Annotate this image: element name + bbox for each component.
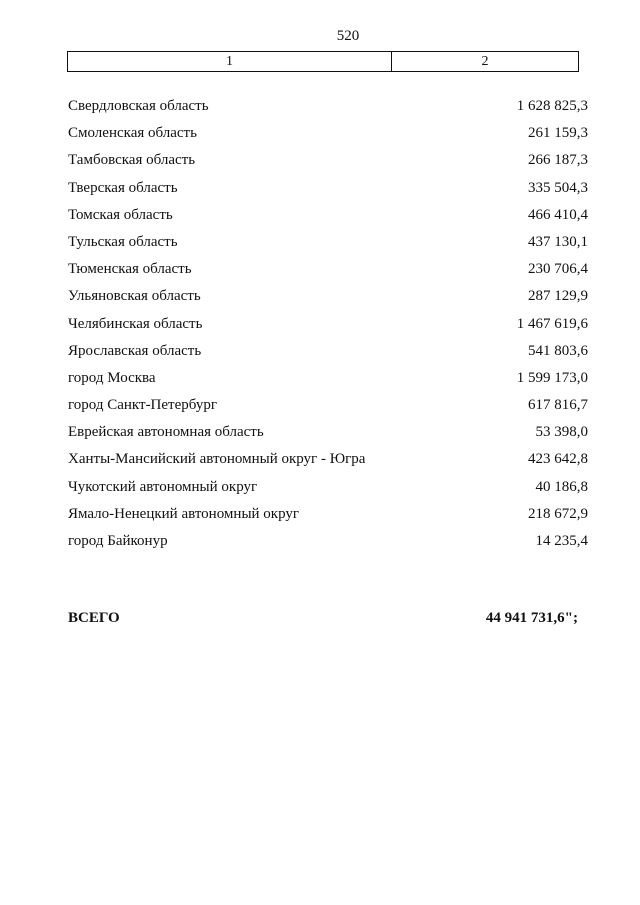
region-value: 261 159,3: [528, 125, 588, 142]
table-row: [68, 420, 588, 447]
region-value: 617 816,7: [528, 397, 588, 414]
region-value: 1 599 173,0: [516, 369, 588, 386]
region-value: 230 706,4: [528, 261, 588, 278]
region-name: Ярославская область: [68, 342, 202, 359]
total-label: ВСЕГО: [68, 610, 120, 626]
region-name: Тюменская область: [68, 261, 192, 278]
table-row: [68, 148, 588, 175]
column-header-2: 2: [481, 54, 489, 69]
region-name: Ханты-Мансийский автономный округ - Югра: [68, 451, 366, 468]
region-value: 218 672,9: [528, 505, 588, 522]
table-row: [68, 203, 588, 230]
region-name: Тульская область: [68, 233, 178, 250]
region-name: Томская область: [68, 206, 173, 223]
region-name: Чукотский автономный округ: [68, 478, 258, 495]
table-row: [68, 447, 588, 474]
table-row: [68, 284, 588, 311]
table-row: [68, 393, 588, 420]
table-row: [68, 339, 588, 366]
region-value: 437 130,1: [528, 233, 588, 250]
region-name: город Москва: [68, 369, 156, 386]
region-value: 1 628 825,3: [516, 98, 588, 114]
total-value: 44 941 731,6";: [485, 610, 578, 626]
region-value: 266 187,3: [528, 152, 588, 169]
column-header-row: [67, 51, 579, 72]
region-value: 423 642,8: [528, 451, 588, 468]
region-value: 1 467 619,6: [516, 315, 588, 332]
table-row: [68, 366, 588, 393]
total-row: [68, 610, 578, 627]
region-name: город Санкт-Петербург: [68, 397, 217, 414]
region-value: 466 410,4: [528, 206, 588, 223]
table-row: [68, 230, 588, 257]
table-row: [68, 94, 588, 121]
region-name: город Байконур: [68, 533, 168, 549]
region-value: 53 398,0: [535, 424, 588, 441]
region-value: 541 803,6: [528, 342, 588, 359]
page-number: 520: [336, 28, 360, 44]
table-row: [68, 176, 588, 203]
region-name: Еврейская автономная область: [68, 424, 264, 441]
region-value: 335 504,3: [528, 179, 588, 196]
region-name: Свердловская область: [68, 98, 209, 114]
region-table: [68, 94, 588, 556]
region-name: Тамбовская область: [68, 152, 196, 169]
region-name: Смоленская область: [68, 125, 197, 142]
table-row: [68, 502, 588, 529]
table-row: [68, 529, 588, 556]
table-row: [68, 121, 588, 148]
region-name: Тверская область: [68, 179, 178, 196]
table-row: [68, 475, 588, 502]
region-name: Челябинская область: [68, 315, 203, 332]
region-value: 14 235,4: [535, 533, 588, 549]
region-value: 40 186,8: [535, 478, 588, 495]
region-name: Ульяновская область: [68, 288, 201, 305]
region-value: 287 129,9: [528, 288, 588, 305]
column-header-1: 1: [68, 52, 392, 71]
table-row: [68, 312, 588, 339]
table-row: [68, 257, 588, 284]
region-name: Ямало-Ненецкий автономный округ: [68, 505, 300, 522]
